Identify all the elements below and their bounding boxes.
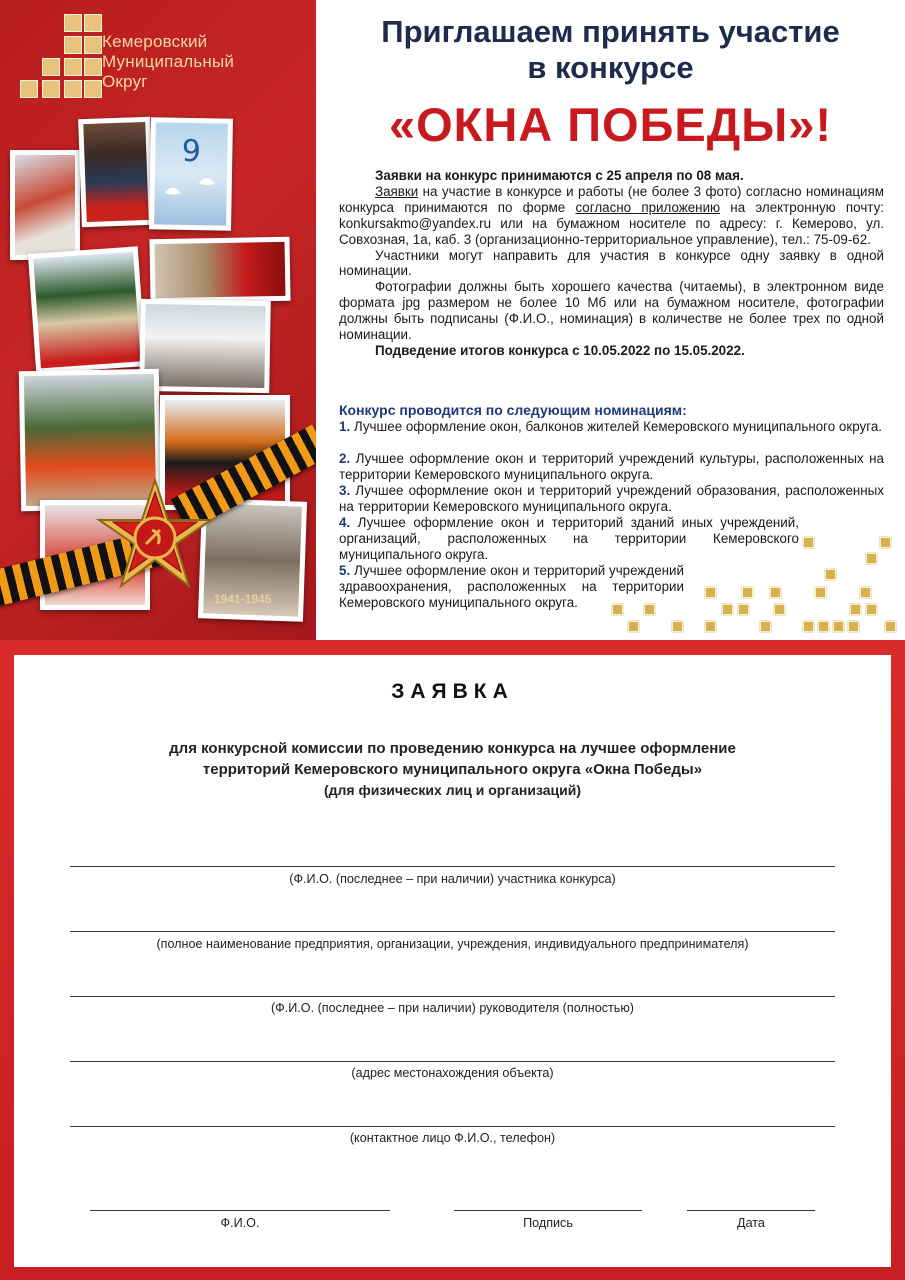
dove-drawing-icon bbox=[154, 122, 228, 225]
submission-text-a: на участие в конкурсе и работы (не более 3 фото) согласно номинациям конкурса принимаются по форме bbox=[339, 183, 884, 215]
form-subtitle-line-3: (для физических лиц и организаций) bbox=[323, 782, 582, 798]
appendix-link: согласно приложению bbox=[575, 199, 721, 215]
nomination-item bbox=[339, 483, 884, 515]
invitation-heading-line-1: Приглашаем принять участие bbox=[381, 14, 840, 49]
invitation-heading bbox=[316, 14, 905, 86]
form-subtitle-line-2: территорий Кемеровского муниципального округа «Окна Победы» bbox=[202, 761, 703, 778]
contact-person-caption: (контактное лицо Ф.И.О., телефон) bbox=[349, 1131, 556, 1145]
director-name-caption: (Ф.И.О. (последнее – при наличии) руководителя (полностью) bbox=[270, 1001, 634, 1015]
nomination-text: Лучшее оформление окон, балконов жителей Кемеровского муниципального округа. bbox=[350, 419, 882, 434]
patriotic-war-order-icon bbox=[96, 478, 214, 596]
nomination-number: 1. bbox=[339, 419, 351, 434]
nomination-text: Лучшее оформление окон и территорий учреждений здравоохранения, расположенных на территории Кемеровского муниципального округа. bbox=[339, 563, 684, 610]
invitation-heading-line-2: в конкурсе bbox=[527, 50, 694, 85]
nomination-item bbox=[339, 563, 684, 611]
nomination-text: Лучшее оформление окон и территорий зданий иных учреждений, организаций, расположенных на территории Кемеровского муниципального округа. bbox=[339, 515, 799, 562]
signature-name-field[interactable] bbox=[90, 1210, 390, 1211]
logo-line-1: Кемеровский bbox=[102, 32, 208, 51]
logo-text bbox=[102, 32, 302, 92]
photo-window-2 bbox=[149, 117, 233, 230]
dates-paragraph: Заявки на конкурс принимаются с 25 апреля по 08 мая. bbox=[375, 168, 744, 183]
photo-window-5 bbox=[28, 246, 146, 373]
nomination-item bbox=[339, 419, 884, 435]
organization-name-caption: (полное наименование предприятия, организации, учреждения, индивидуального предпринимателя) bbox=[156, 937, 749, 951]
logo-line-3: Округ bbox=[102, 72, 148, 91]
svg-text:9: 9 bbox=[181, 133, 202, 170]
form-subtitle bbox=[14, 738, 891, 801]
signature-caption: Подпись bbox=[523, 1216, 573, 1230]
date-caption: Дата bbox=[737, 1216, 765, 1230]
date-field[interactable] bbox=[687, 1210, 815, 1211]
nomination-text: Лучшее оформление окон и территорий учреждений культуры, расположенных на территории Кемеровского муниципального округа. bbox=[339, 451, 884, 482]
one-entry-paragraph: Участники могут направить для участия в конкурсе одну заявку в одной номинации. bbox=[339, 247, 884, 279]
photo-window-4 bbox=[149, 237, 290, 303]
object-address-caption: (адрес местонахождения объекта) bbox=[351, 1066, 554, 1080]
nomination-number: 2. bbox=[339, 451, 351, 466]
nomination-number: 4. bbox=[339, 515, 351, 530]
participant-name-caption: (Ф.И.О. (последнее – при наличии) участника конкурса) bbox=[289, 872, 616, 886]
object-address-field[interactable] bbox=[70, 1061, 835, 1062]
nominations-heading: Конкурс проводится по следующим номинациям: bbox=[339, 402, 687, 418]
nomination-number: 5. bbox=[339, 563, 351, 578]
participant-name-field[interactable] bbox=[70, 866, 835, 867]
nomination-text: Лучшее оформление окон и территорий учреждений образования, расположенных на территории Кемеровского муниципального округа. bbox=[339, 483, 884, 514]
contest-title: «ОКНА ПОБЕДЫ»! bbox=[388, 98, 833, 151]
signature-field[interactable] bbox=[454, 1210, 642, 1211]
years-label: 1941-1945 bbox=[214, 592, 272, 606]
applications-underlined: Заявки bbox=[375, 183, 419, 199]
submission-text-b: на электронную почту: konkursakmo@yandex.ru или на бумажном носителе по адресу: г. Кемерово, ул. Совхозная, 1а, каб. 3 (организационно-территориальное управление), тел.: 75-09-62. bbox=[339, 199, 884, 247]
submission-paragraph bbox=[339, 184, 884, 248]
poster-photo-collage bbox=[0, 0, 316, 640]
results-paragraph: Подведение итогов конкурса с 10.05.2022 по 15.05.2022. bbox=[375, 342, 745, 358]
organization-name-field[interactable] bbox=[70, 931, 835, 932]
logo-grid-icon bbox=[20, 14, 100, 104]
nomination-item bbox=[339, 451, 884, 483]
contact-person-field[interactable] bbox=[70, 1126, 835, 1127]
photo-window-1 bbox=[78, 117, 154, 227]
signature-name-caption: Ф.И.О. bbox=[220, 1216, 260, 1230]
contest-info bbox=[339, 168, 884, 359]
nomination-number: 3. bbox=[339, 483, 351, 498]
director-name-field[interactable] bbox=[70, 996, 835, 997]
logo-line-2: Муниципальный bbox=[102, 52, 235, 71]
photo-requirements-paragraph: Фотографии должны быть хорошего качества (читаемы), в электронном виде формата jpg размером не более 10 Мб или на бумажном носителе, фотографии должны быть подписаны (Ф.И.О., номинация) в количестве не более трех по одной номинации. bbox=[339, 279, 884, 343]
photo-window-3 bbox=[10, 150, 80, 260]
form-title: ЗАЯВКА bbox=[391, 680, 514, 703]
form-subtitle-line-1: для конкурсной комиссии по проведению конкурса на лучшее оформление bbox=[169, 740, 736, 757]
nomination-item bbox=[339, 515, 799, 563]
